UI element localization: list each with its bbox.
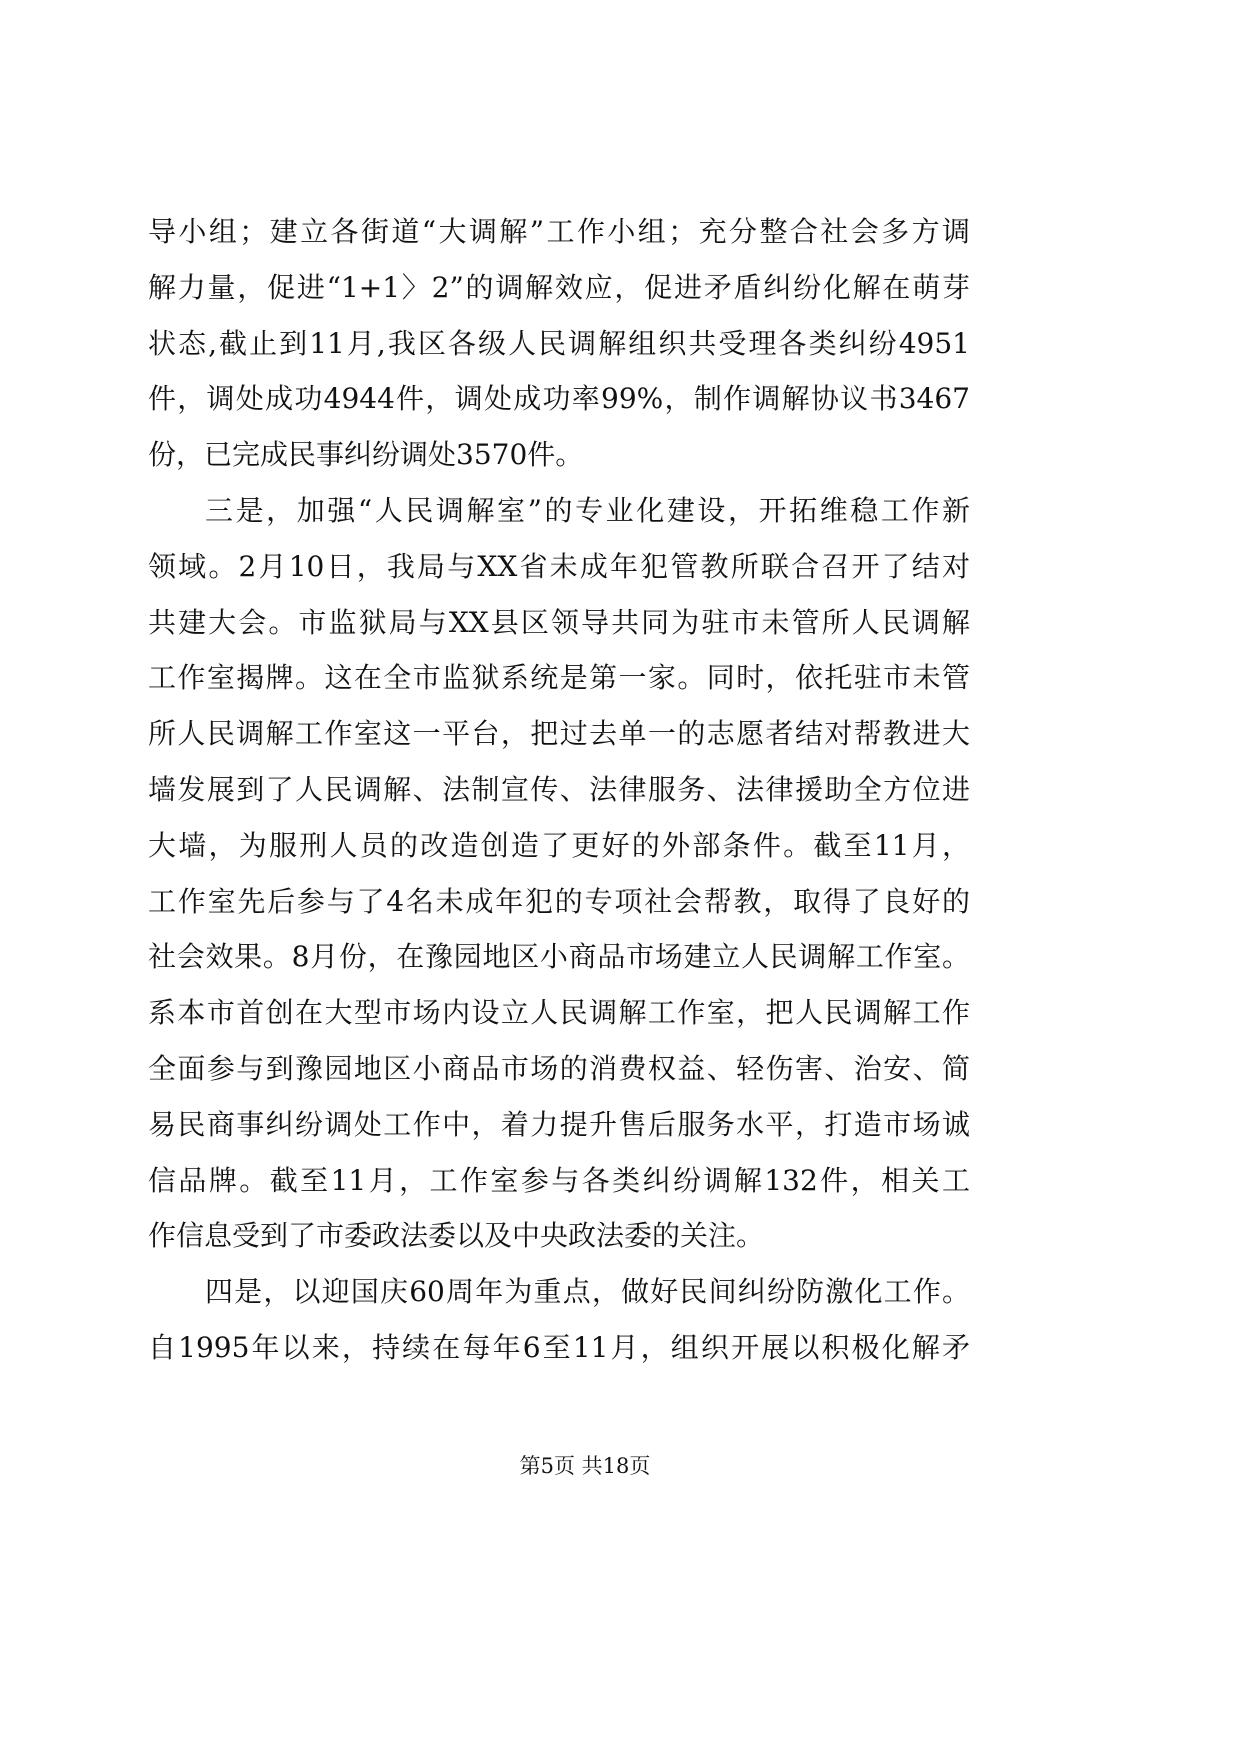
text-line: 墙发展到了人民调解、法制宣传、法律服务、法律援助全方位进 [148, 773, 970, 806]
text-line: 社会效果。8月份，在豫园地区小商品市场建立人民调解工作室。 [148, 940, 970, 974]
text-line: 工作室揭牌。这在全市监狱系统是第一家。同时，依托驻市未管 [148, 661, 970, 695]
text-line: 易民商事纠纷调处工作中，着力提升售后服务水平，打造市场诚 [148, 1107, 970, 1141]
text-line: 四是，以迎国庆60周年为重点，做好民间纠纷防激化工作。 [205, 1275, 970, 1309]
text-line: 作信息受到了市委政法委以及中央政法委的关注。 [148, 1219, 765, 1253]
text-line: 所人民调解工作室这一平台，把过去单一的志愿者结对帮教进大 [148, 717, 970, 751]
page-footer: 第5页 共18页 [519, 1454, 651, 1478]
text-line: 状态,截止到11月,我区各级人民调解组织共受理各类纠纷4951 [148, 326, 970, 360]
text-line: 信品牌。截至11月，工作室参与各类纠纷调解132件，相关工 [148, 1163, 970, 1197]
text-line: 件，调处成功4944件，调处成功率99%，制作调解协议书3467 [148, 382, 970, 416]
text-line: 共建大会。市监狱局与XX县区领导共同为驻市未管所人民调解 [148, 605, 970, 639]
text-line: 导小组；建立各街道“大调解”工作小组；充分整合社会多方调 [148, 215, 970, 248]
text-line: 工作室先后参与了4名未成年犯的专项社会帮教，取得了良好的 [148, 884, 970, 918]
text-line: 领域。2月10日，我局与XX省未成年犯管教所联合召开了结对 [148, 549, 970, 583]
text-line: 自1995年以来，持续在每年6至11月，组织开展以积极化解矛 [148, 1331, 970, 1364]
text-line: 系本市首创在大型市场内设立人民调解工作室，把人民调解工作 [148, 996, 970, 1030]
text-line: 全面参与到豫园地区小商品市场的消费权益、轻伤害、治安、简 [148, 1052, 970, 1085]
text-line: 解力量，促进“1+1〉2”的调解效应，促进矛盾纠纷化解在萌芽 [148, 270, 970, 304]
text-line: 大墙，为服刑人员的改造创造了更好的外部条件。截至11月， [148, 828, 970, 862]
text-line: 三是，加强“人民调解室”的专业化建设，开拓维稳工作新 [205, 494, 970, 527]
text-line: 份，已完成民事纠纷调处3570件。 [148, 438, 584, 472]
